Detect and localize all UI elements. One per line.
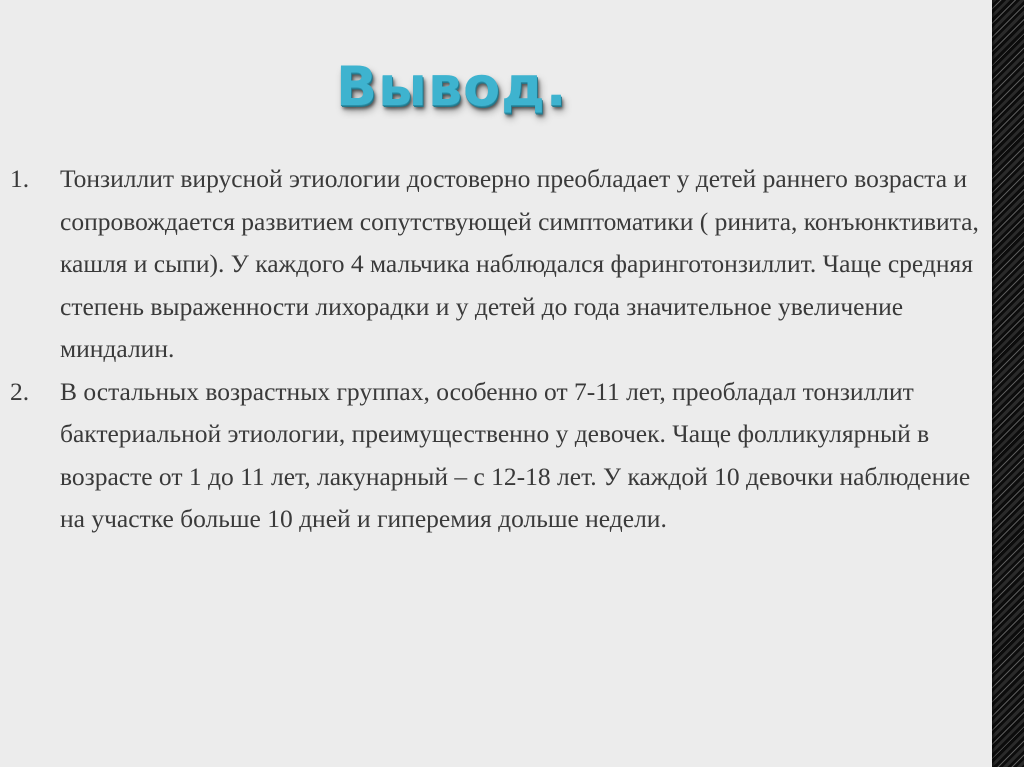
list-item	[0, 158, 985, 371]
list-item-text: Тонзиллит вирусной этиологии достоверно преобладает у детей раннего возраста и сопровождается развитием сопутствующей симптоматики ( ринита, конъюнктивита, кашля и сыпи). У каждого 4 мальчика наблюдался фаринготонзиллит. Чаще средняя степень выраженности лихорадки и у детей до года значительное увеличение миндалин.	[60, 164, 979, 363]
conclusion-list	[0, 158, 985, 541]
decorative-side-strip	[992, 0, 1024, 767]
list-item	[0, 371, 985, 541]
list-item-number: 1.	[10, 164, 30, 193]
list-item-text: В остальных возрастных группах, особенно от 7-11 лет, преобладал тонзиллит бактериальной этиологии, преимущественно у девочек. Чаще фолликулярный в возрасте от 1 до 11 лет, лакунарный – с 12-18 лет. У каждой 10 девочки наблюдение на участке больше 10 дней и гиперемия дольше недели.	[60, 376, 971, 533]
list-item-number: 2.	[10, 376, 30, 406]
slide-title: Вывод.	[336, 55, 568, 118]
